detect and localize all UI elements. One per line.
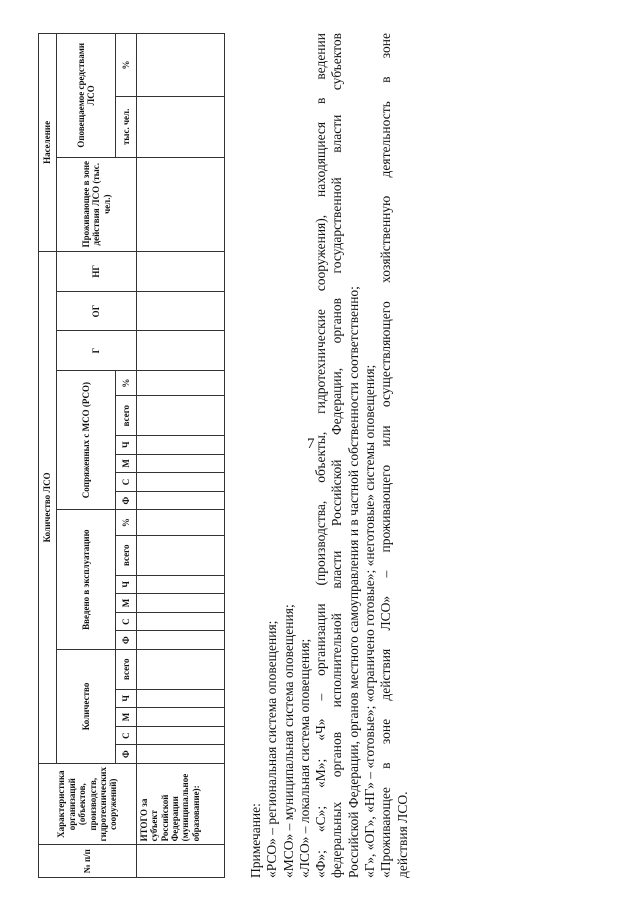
table-cell: [137, 396, 225, 436]
sub-total: всего: [116, 535, 137, 575]
table-cell: [137, 631, 225, 650]
table-cell: [137, 726, 225, 745]
header-population: Население: [39, 34, 57, 252]
sub-total: всего: [116, 396, 137, 436]
sub-percent: %: [116, 34, 137, 97]
sub-ch: Ч: [116, 435, 137, 454]
sub-m: М: [116, 454, 137, 473]
note-residing-line-1: «Проживающее в зоне действия ЛСО» – проживающего или осуществляющего хозяйственную деятельность в зоне: [378, 33, 394, 878]
table-cell: [137, 535, 225, 575]
notes-heading: Примечание:: [248, 803, 263, 878]
table-cell: [137, 291, 225, 331]
header-not-ready: НГ: [57, 251, 137, 291]
table-cell: [137, 435, 225, 454]
note-readiness: «Г», «ОГ», «НГ» – «готовые»; «ограничено готовые»; «неготовые» системы оповещения;: [362, 364, 378, 878]
sub-s: С: [116, 726, 137, 745]
table-cell: [137, 745, 225, 764]
table-cell: [137, 251, 225, 291]
sub-ch: Ч: [116, 689, 137, 708]
note-residing-line-2: действия ЛСО.: [394, 791, 410, 878]
total-row-label: ИТОГО за субъект Российской Федерации (муниципальное образование):: [137, 763, 225, 844]
header-limited-ready: ОГ: [57, 291, 137, 331]
note-ownership-line-1: «Ф»; «С»; «М»; «Ч» – организации (производства, объекты, гидротехнические сооружения), находящиеся в ведении: [313, 33, 329, 878]
table-cell: [137, 612, 225, 631]
header-notified: Оповещаемое средствами ЛСО: [57, 34, 116, 158]
sub-f: Ф: [116, 631, 137, 650]
table-cell: [137, 473, 225, 492]
table-cell: [137, 689, 225, 708]
sub-m: М: [116, 708, 137, 727]
page-number: 7: [307, 436, 315, 452]
sub-m: М: [116, 594, 137, 613]
table-cell: [137, 331, 225, 371]
table-cell: [137, 708, 225, 727]
table-cell: [137, 594, 225, 613]
sub-total: всего: [116, 649, 137, 689]
header-ready: Г: [57, 331, 137, 371]
table-cell: [137, 97, 225, 158]
note-lso: «ЛСО» – локальная система оповещения;: [296, 638, 312, 878]
note-mso: «МСО» – муниципальная система оповещения;: [280, 604, 296, 878]
note-rso: «РСО» – региональная система оповещения;: [264, 620, 280, 878]
table-row-total: [137, 34, 225, 878]
sub-f: Ф: [116, 745, 137, 764]
table-cell: [137, 491, 225, 510]
rotated-page-content: [38, 8, 458, 878]
note-ownership-line-3: Российской Федерации, органов местного самоуправления и в частной собственности соответственно;: [345, 286, 361, 878]
table-cell: [137, 649, 225, 689]
table-cell: [137, 157, 225, 251]
sub-percent: %: [116, 510, 137, 536]
sub-f: Ф: [116, 491, 137, 510]
table-cell: [137, 454, 225, 473]
note-ownership-line-2: федеральных органов исполнительной власти Российской Федерации, органов государственной власти субъектов: [329, 33, 345, 878]
header-lso-count: Количество ЛСО: [39, 251, 57, 763]
lso-summary-table: [38, 33, 225, 878]
table-cell: [137, 34, 225, 97]
header-residing: Проживающее в зоне действия ЛСО (тыс. чел.): [57, 157, 137, 251]
header-quantity: Количество: [57, 649, 116, 763]
notes-section: [248, 33, 411, 878]
header-organization: Характеристика организаций (объектов, производств, гидротехнических сооружений): [39, 763, 137, 844]
header-conjugated: Сопряженных с МСО (РСО): [57, 370, 116, 510]
table-cell: [137, 510, 225, 536]
sub-ch: Ч: [116, 575, 137, 594]
table-cell: [137, 845, 225, 878]
header-commissioned: Введено в эксплуатацию: [57, 510, 116, 650]
header-row-number: № п/п: [39, 845, 137, 878]
sub-s: С: [116, 612, 137, 631]
table-cell: [137, 575, 225, 594]
sub-percent: %: [116, 370, 137, 396]
sub-thousand-people: тыс. чел.: [116, 97, 137, 158]
sub-s: С: [116, 473, 137, 492]
table-cell: [137, 370, 225, 396]
